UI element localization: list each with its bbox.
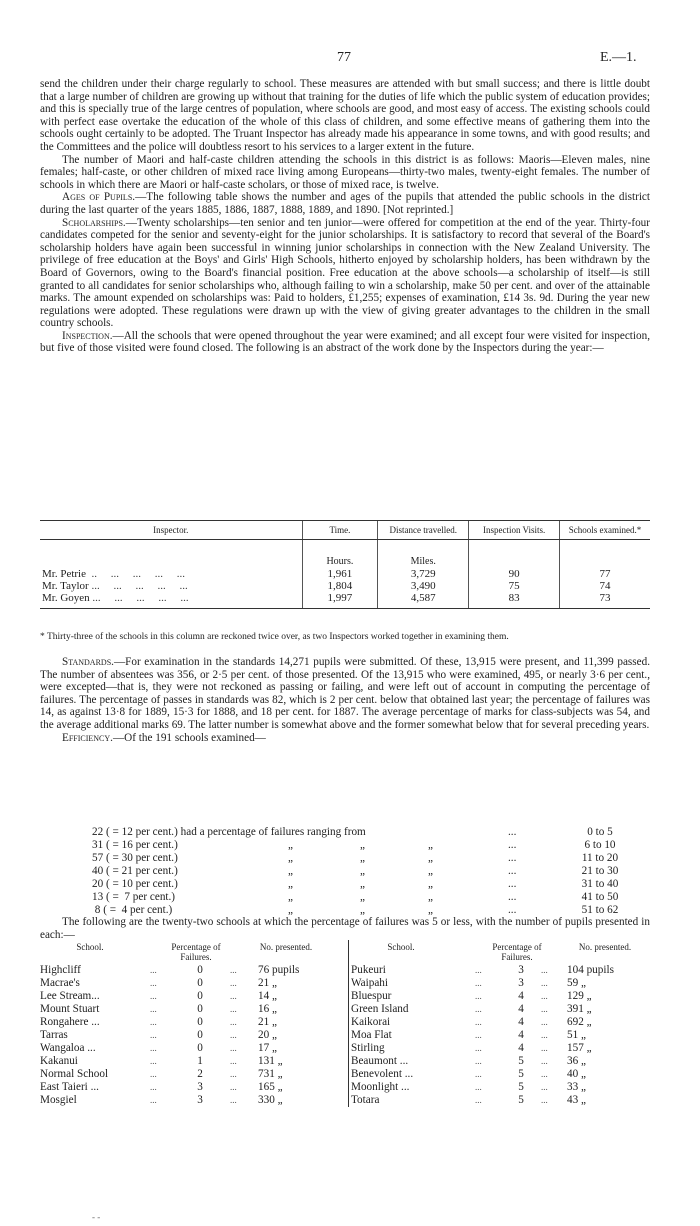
leader-dots: ... <box>475 1069 482 1079</box>
paragraph-inspection <box>40 330 650 355</box>
school-name: Beaumont ... <box>351 1055 409 1067</box>
ditto-mark: „ <box>288 865 293 877</box>
school-name: East Taieri ... <box>40 1081 99 1093</box>
leader-dots: ... <box>230 991 237 1001</box>
school-name: Totara <box>351 1094 380 1106</box>
school-name: Moonlight ... <box>351 1081 410 1093</box>
unit-hours: Hours. <box>302 556 378 568</box>
failure-percentage: 0 <box>197 1016 203 1028</box>
table-row <box>351 1094 653 1107</box>
table-row <box>40 1068 340 1081</box>
table-row <box>40 964 340 977</box>
leader-dots: ... <box>150 1095 157 1105</box>
school-name: Wangaloa ... <box>40 1042 96 1054</box>
leader-dots: ... <box>475 1030 482 1040</box>
distance-cell: 4,587 <box>378 592 469 604</box>
inspection-text: —All the schools that were opened throughout the year were examined; and all except four were visited for inspection, but five of those visited were found closed. The following is an abstract of the work done by the Inspectors during the year:— <box>40 329 650 355</box>
col-inspector: Inspector. <box>40 521 302 540</box>
leader-dots: ... <box>541 1056 548 1066</box>
leader-dots: ... <box>150 1082 157 1092</box>
failure-percentage: 5 <box>518 1081 524 1093</box>
number-presented: 17 „ <box>258 1042 277 1054</box>
visits-cell: 75 <box>469 580 560 592</box>
inspection-table <box>40 520 650 609</box>
unit-miles: Miles. <box>378 556 469 568</box>
school-name: Lee Stream... <box>40 990 100 1002</box>
efficiency-heading: Efficiency. <box>62 731 113 744</box>
inspector-name: Mr. Goyen <box>42 591 90 604</box>
leader-dots: ... <box>150 978 157 988</box>
schools-intro: The following are the twenty-two schools at which the percentage of failures was 5 or less, with the number of pupils presented in each:— <box>40 916 650 941</box>
leader-dots: ... <box>150 1069 157 1079</box>
number-presented: 51 „ <box>567 1029 586 1041</box>
school-name: Mount Stuart <box>40 1003 100 1015</box>
number-presented: 76 pupils <box>258 964 300 976</box>
efficiency-row <box>92 891 652 904</box>
ditto-mark: „ <box>428 878 433 890</box>
ages-text: —The following table shows the number and ages of the pupils that attended the public schools in the district during the last quarter of the years 1885, 1886, 1887, 1888, 1889, and 1890. [Not reprinted.] <box>40 191 650 216</box>
failure-range: 41 to 50 <box>581 891 619 903</box>
efficiency-row <box>92 839 652 852</box>
ditto-mark: „ <box>428 904 433 916</box>
leader-dots: ... <box>508 852 517 864</box>
number-presented: 21 „ <box>258 1016 277 1028</box>
leader-dots: ... <box>508 904 517 916</box>
failure-percentage: 4 <box>518 1003 524 1015</box>
failure-percentage: 0 <box>197 1029 203 1041</box>
ages-heading: Ages of Pupils. <box>62 191 136 204</box>
table-row <box>351 1003 653 1016</box>
leader-dots: ... <box>475 1082 482 1092</box>
col-distance: Distance travelled. <box>378 521 469 540</box>
school-name: Bluespur <box>351 990 392 1002</box>
table-row <box>351 1016 653 1029</box>
leader-dots: ... <box>230 1095 237 1105</box>
leader-dots: ... <box>541 1069 548 1079</box>
ditto-mark: „ <box>428 839 433 851</box>
paragraph-scholarships <box>40 217 650 330</box>
efficiency-row <box>92 878 652 891</box>
inspector-name: Mr. Petrie <box>42 567 86 580</box>
header-school: School. <box>76 942 104 952</box>
col-visits: Inspection Visits. <box>469 521 560 540</box>
number-presented: 59 „ <box>567 977 586 989</box>
distance-cell: 3,729 <box>378 568 469 580</box>
leader-dots: ... <box>508 839 517 851</box>
ditto-mark: „ <box>360 904 365 916</box>
leader-dots: ... <box>230 1082 237 1092</box>
leader-dots: ... <box>541 1030 548 1040</box>
failure-percentage: 5 <box>518 1068 524 1080</box>
header-percentage: Percentage of Failures. <box>171 942 221 962</box>
number-presented: 731 „ <box>258 1068 283 1080</box>
efficiency-row <box>92 852 652 865</box>
failure-percentage: 1 <box>197 1055 203 1067</box>
school-name: Stirling <box>351 1042 385 1054</box>
ditto-mark: „ <box>428 891 433 903</box>
number-presented: 692 „ <box>567 1016 592 1028</box>
page-number: 77 <box>337 50 351 65</box>
time-cell: 1,997 <box>302 592 378 604</box>
header-school: School. <box>387 942 415 952</box>
failure-range: 31 to 40 <box>581 878 619 890</box>
scholarships-text: —Twenty scholarships—ten senior and ten junior—were offered for competition at the end of the year. Thirty-four candidates competed for the senior and seventy-eight for the junior scholarships. It is satisfactory to record that several of the Board's scholarship holders have again been successful in winning junior scholarships in connection with the New Zealand University. The privilege of free education at the Boys' and Girls' High Schools, hitherto enjoyed by scholarship holders, has been withdrawn by the Board of Governors, owing to the Board's financial position. Free education at the above schools—a scholarship of itself—is still granted to all candidates for senior scholarships who, although failing to win a scholarship, make 50 per cent. and over of the attainable marks. The amount expended on scholarships was: Paid to holders, £1,255; expenses of examination, £14 3s. 9d. During the year new regulations were adopted. These regulations were drawn up with the view of giving greater advantages to the children in the small country schools. <box>40 216 650 330</box>
col-time: Time. <box>302 521 378 540</box>
efficiency-count: 57 ( = 30 per cent.) <box>92 852 178 864</box>
table-row <box>40 1081 340 1094</box>
efficiency-count: 13 ( = 7 per cent.) <box>92 891 176 903</box>
number-presented: 129 „ <box>567 990 592 1002</box>
leader-dots: ... <box>230 1030 237 1040</box>
table-row: Mr. Taylor ... ... ... ... ... 1,804 3,490 75 74 <box>40 580 650 592</box>
leader-dots: ... <box>150 991 157 1001</box>
efficiency-count: 8 ( = 4 per cent.) <box>92 904 173 916</box>
failure-percentage: 3 <box>518 964 524 976</box>
leader-dots: ... <box>475 1004 482 1014</box>
leader-dots: ... <box>475 991 482 1001</box>
body-text-standards <box>40 656 650 744</box>
body-text-top <box>40 78 650 355</box>
table-row <box>40 1016 340 1029</box>
failure-range: 6 to 10 <box>584 839 616 851</box>
ditto-mark: „ <box>288 891 293 903</box>
school-name: Green Island <box>351 1003 409 1015</box>
school-name: Normal School <box>40 1068 109 1080</box>
leader-dots: ... <box>230 965 237 975</box>
visits-cell: 90 <box>469 568 560 580</box>
school-name: Tarras <box>40 1029 68 1041</box>
leader-dots: ... <box>475 1056 482 1066</box>
number-presented: 131 „ <box>258 1055 283 1067</box>
leader-dots: ... <box>541 1004 548 1014</box>
header-no-presented: No. presented. <box>578 942 632 952</box>
failure-range: 51 to 62 <box>581 904 619 916</box>
leader-dots: ... <box>230 978 237 988</box>
failure-percentage: 5 <box>518 1055 524 1067</box>
leader-dots: ... <box>230 1004 237 1014</box>
examined-cell: 73 <box>560 592 650 604</box>
table-row <box>351 1081 653 1094</box>
school-name: Benevolent ... <box>351 1068 414 1080</box>
number-presented: 36 „ <box>567 1055 586 1067</box>
visits-cell: 83 <box>469 592 560 604</box>
number-presented: 165 „ <box>258 1081 283 1093</box>
efficiency-row <box>92 826 652 839</box>
failure-percentage: 0 <box>197 1042 203 1054</box>
school-name: Kakanui <box>40 1055 78 1067</box>
paragraph-efficiency <box>40 732 650 745</box>
leader-dots: ... <box>541 1082 548 1092</box>
number-presented: 20 „ <box>258 1029 277 1041</box>
table-row <box>351 1068 653 1081</box>
ditto-mark: „ <box>288 904 293 916</box>
table-row <box>40 990 340 1003</box>
school-name: Mosgiel <box>40 1094 77 1106</box>
distance-cell: 3,490 <box>378 580 469 592</box>
paragraph-ages <box>40 191 650 216</box>
number-presented: 21 „ <box>258 977 277 989</box>
number-presented: 391 „ <box>567 1003 592 1015</box>
leader-dots: ... <box>475 965 482 975</box>
schools-header <box>351 940 653 964</box>
failure-percentage: 4 <box>518 1029 524 1041</box>
standards-heading: Standards. <box>62 656 114 668</box>
ditto-mark: „ <box>360 878 365 890</box>
table-row <box>351 990 653 1003</box>
number-presented: 33 „ <box>567 1081 586 1093</box>
ditto-mark: „ <box>428 865 433 877</box>
school-name: Kaikorai <box>351 1016 391 1028</box>
efficiency-count: 22 ( = 12 per cent.) had a percentage of failures ranging from <box>92 826 366 838</box>
time-cell: 1,804 <box>302 580 378 592</box>
table-row <box>40 1055 340 1068</box>
leader-dots: ... <box>475 1043 482 1053</box>
schools-table-right <box>348 940 653 1107</box>
leader-dots: ... <box>508 891 517 903</box>
inspector-name: Mr. Taylor <box>42 579 89 592</box>
leader-dots: ... <box>150 1017 157 1027</box>
failure-percentage: 0 <box>197 1003 203 1015</box>
leader-dots: ... <box>150 1004 157 1014</box>
leader-dots: ... <box>150 1030 157 1040</box>
efficiency-list <box>92 826 652 917</box>
ditto-mark: „ <box>428 852 433 864</box>
school-name: Rongahere ... <box>40 1016 100 1028</box>
failure-percentage: 4 <box>518 1042 524 1054</box>
table-row <box>40 1094 340 1107</box>
leader-dots: ... <box>230 1043 237 1053</box>
table-row <box>351 1029 653 1042</box>
leader-dots: ... <box>541 1017 548 1027</box>
failure-percentage: 3 <box>518 977 524 989</box>
table-footnote: * Thirty-three of the schools in this column are reckoned twice over, as two Inspectors worked together in examining them. <box>40 632 509 642</box>
schools-header <box>40 940 340 964</box>
leader-dots: ... <box>541 1043 548 1053</box>
number-presented: 14 „ <box>258 990 277 1002</box>
scholarships-heading: Scholarships. <box>62 216 126 229</box>
school-name: Macrae's <box>40 977 80 989</box>
efficiency-count: 31 ( = 16 per cent.) <box>92 839 178 851</box>
margin-mark: - - <box>92 1212 101 1222</box>
number-presented: 330 „ <box>258 1094 283 1106</box>
school-name: Highcliff <box>40 964 81 976</box>
number-presented: 43 „ <box>567 1094 586 1106</box>
ditto-mark: „ <box>360 852 365 864</box>
ditto-mark: „ <box>360 865 365 877</box>
table-row <box>351 1042 653 1055</box>
schools-intro-block <box>40 916 650 941</box>
number-presented: 157 „ <box>567 1042 592 1054</box>
number-presented: 40 „ <box>567 1068 586 1080</box>
leader-dots: ... <box>150 1043 157 1053</box>
ditto-mark: „ <box>360 891 365 903</box>
failure-range: 11 to 20 <box>581 852 619 864</box>
leader-dots: ... <box>541 1095 548 1105</box>
leader-dots: ... <box>150 1056 157 1066</box>
leader-dots: ... <box>508 865 517 877</box>
failure-percentage: 2 <box>197 1068 203 1080</box>
efficiency-row <box>92 865 652 878</box>
table-row <box>351 964 653 977</box>
table-row <box>40 1042 340 1055</box>
failure-percentage: 3 <box>197 1081 203 1093</box>
failure-percentage: 0 <box>197 990 203 1002</box>
school-name: Moa Flat <box>351 1029 392 1041</box>
ditto-mark: „ <box>360 839 365 851</box>
leader-dots: ... <box>230 1017 237 1027</box>
leader-dots: ... <box>541 991 548 1001</box>
time-cell: 1,961 <box>302 568 378 580</box>
efficiency-count: 20 ( = 10 per cent.) <box>92 878 178 890</box>
number-presented: 16 „ <box>258 1003 277 1015</box>
efficiency-text: —Of the 191 schools examined— <box>112 731 266 744</box>
failure-range: 0 to 5 <box>587 826 613 838</box>
document-code: E.—1. <box>600 50 637 65</box>
header-percentage: Percentage of Failures. <box>492 942 542 962</box>
col-examined: Schools examined.* <box>560 521 650 540</box>
paragraph-maori: The number of Maori and half-caste children attending the schools in this district is as follows: Maoris—Eleven males, nine females; half-caste, or other children of mixed race living among Europeans—thirty-two males, twenty-eight females. The number of schools in which there are Maori or half-caste scholars, or those of mixed race, is twelve. <box>40 153 650 191</box>
table-row <box>351 1055 653 1068</box>
failure-percentage: 5 <box>518 1094 524 1106</box>
failure-percentage: 4 <box>518 990 524 1002</box>
number-presented: 104 pupils <box>567 964 614 976</box>
examined-cell: 77 <box>560 568 650 580</box>
ditto-mark: „ <box>288 839 293 851</box>
standards-text: —For examination in the standards 14,271 pupils were submitted. Of these, 13,915 were present, and 11,399 passed. The number of absentees was 356, or 2·5 per cent. of those presented. Of the 13,915 who were examined, 495, or nearly 3·6 per cent., were excepted—that is, they were not reckoned as passing or failing, and were left out of account in computing the percentage of failures. The percentage of passes in standards was 82, which is 2 per cent. below that obtained last year; the percentage of failures was 14, as against 13·8 for 1889, 15·3 for 1888, and 18 per cent. for 1887. The average percentage of marks for class-subjects was 54, and the average additional marks 69. The latter number is somewhat above and the former somewhat below that for several preceding years. <box>40 656 650 731</box>
school-name: Pukeuri <box>351 964 386 976</box>
leader-dots: ... <box>150 965 157 975</box>
leader-dots: ... <box>541 978 548 988</box>
paragraph-truancy: send the children under their charge regularly to school. These measures are attended with but small success; and there is little doubt that a large number of children are growing up without that training for the duties of life which the public system of education provides; and this is specially true of the large centres of population, where schools are good, and most easy of access. The existing schools could with perfect ease overtake the education of the whole of this class of children, and some effective means of gathering them into the schools ought certainly to be adopted. The Truant Inspector has already made his appearance in some towns, and with good results; and the Committees and the police will doubtless resort to his services to a larger extent in the future. <box>40 78 650 153</box>
ditto-mark: „ <box>288 878 293 890</box>
ditto-mark: „ <box>288 852 293 864</box>
leader-dots: ... <box>230 1056 237 1066</box>
header-no-presented: No. presented. <box>259 942 313 952</box>
table-row <box>40 1029 340 1042</box>
failure-percentage: 0 <box>197 964 203 976</box>
leader-dots: ... <box>541 965 548 975</box>
leader-dots: ... <box>508 826 517 838</box>
leader-dots: ... <box>230 1069 237 1079</box>
examined-cell: 74 <box>560 580 650 592</box>
efficiency-count: 40 ( = 21 per cent.) <box>92 865 178 877</box>
schools-table-left <box>40 940 340 1107</box>
leader-dots: ... <box>508 878 517 890</box>
table-row: Mr. Goyen ... ... ... ... ... 1,997 4,587 83 73 <box>40 592 650 604</box>
failure-percentage: 4 <box>518 1016 524 1028</box>
table-row <box>351 977 653 990</box>
school-name: Waipahi <box>351 977 388 989</box>
leader-dots: ... <box>475 978 482 988</box>
paragraph-standards <box>40 656 650 732</box>
table-row <box>40 1003 340 1016</box>
table-row: Mr. Petrie .. ... ... ... ... 1,961 3,729 90 77 <box>40 568 650 580</box>
leader-dots: ... <box>475 1095 482 1105</box>
inspection-heading: Inspection. <box>62 329 113 342</box>
failure-percentage: 3 <box>197 1094 203 1106</box>
failure-range: 21 to 30 <box>581 865 619 877</box>
failure-percentage: 0 <box>197 977 203 989</box>
table-row <box>40 977 340 990</box>
leader-dots: ... <box>475 1017 482 1027</box>
